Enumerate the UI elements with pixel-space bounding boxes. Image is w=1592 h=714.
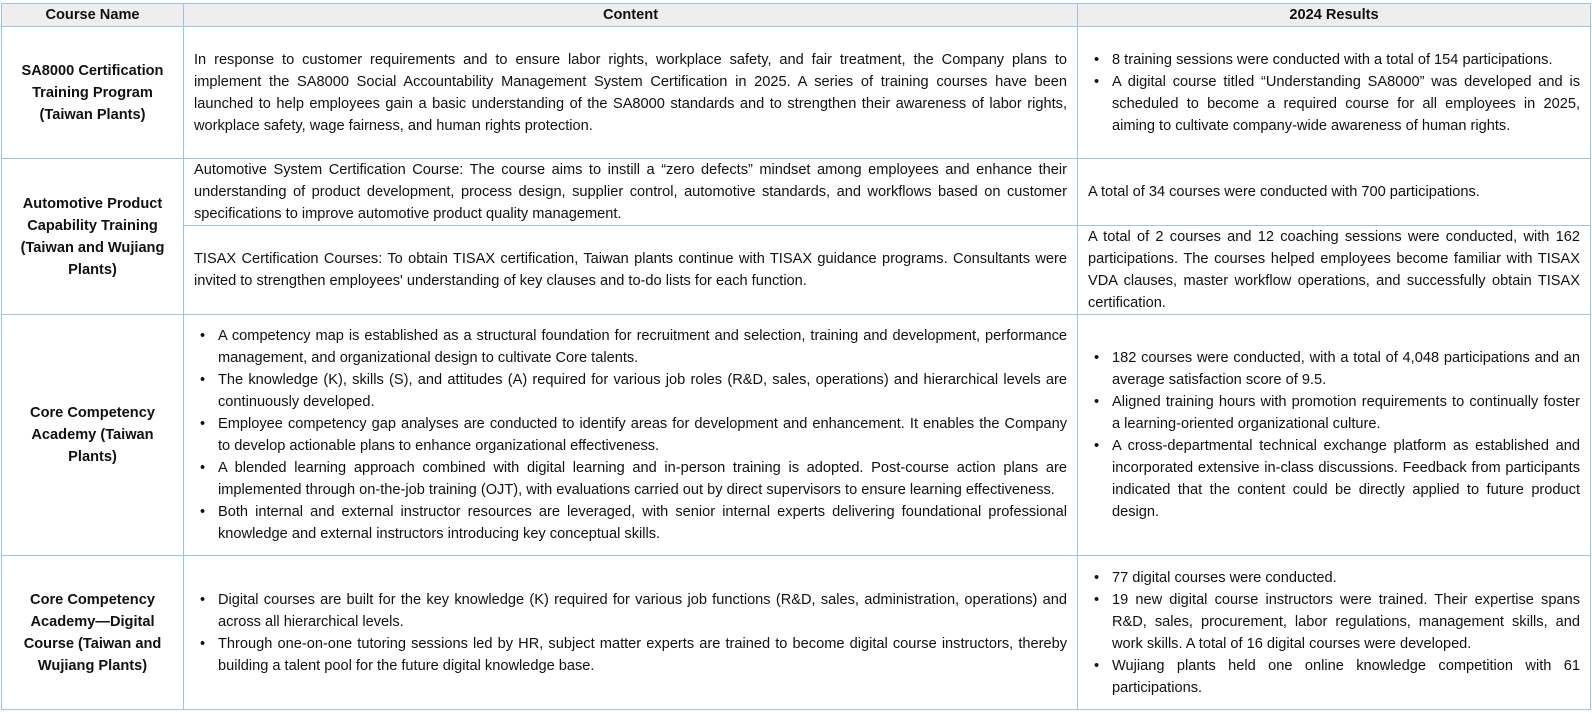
header-content: Content bbox=[184, 4, 1078, 27]
course-name-text: SA8000 Certification Training Program (Taiwan Plants) bbox=[21, 62, 164, 123]
list-item: • A digital course titled “Understanding SA8000” was developed and is scheduled to become a required course for all employees in 2025, aiming to cultivate company-wide awareness of human rights. bbox=[1094, 71, 1580, 137]
content-cell: In response to customer requirements and to ensure labor rights, workplace safety, and fair treatment, the Company plans to implement the SA8000 Social Accountability Management System Certification in 2025. A series of training courses have been launched to help employees gain a basic understanding of the SA8000 standards and to strengthen their awareness of labor rights, workplace safety, wage fairness, and human rights protection. bbox=[184, 27, 1078, 159]
content-list bbox=[200, 325, 1067, 545]
course-name-text: Core Competency Academy (Taiwan Plants) bbox=[30, 405, 155, 465]
table-row bbox=[2, 315, 1591, 556]
results-list bbox=[1094, 347, 1580, 523]
header-course-name: Course Name bbox=[2, 4, 184, 27]
header-row bbox=[2, 4, 1591, 27]
table-row bbox=[2, 556, 1591, 710]
course-name bbox=[2, 27, 184, 159]
content-cell: TISAX Certification Courses: To obtain TISAX certification, Taiwan plants continue with TISAX guidance programs. Consultants were invited to strengthen employees' understanding of key clauses and to-do lists for each function. bbox=[184, 226, 1078, 315]
table-row bbox=[2, 226, 1591, 315]
training-table bbox=[1, 3, 1591, 710]
list-item: • 8 training sessions were conducted with a total of 154 participations. bbox=[1094, 49, 1580, 71]
course-name-text: Automotive Product Capability Training (Taiwan and Wujiang Plants) bbox=[20, 195, 165, 278]
list-item: • 77 digital courses were conducted. bbox=[1094, 567, 1580, 589]
results-list bbox=[1094, 49, 1580, 137]
list-item: • The knowledge (K), skills (S), and attitudes (A) required for various job roles (R&D, sales, operations) and hierarchical levels are continuously developed. bbox=[200, 369, 1067, 413]
list-item: • Employee competency gap analyses are conducted to identify areas for development and enhancement. It enables the Company to develop actionable plans to enhance organizational effectiveness. bbox=[200, 413, 1067, 457]
content-cell bbox=[184, 556, 1078, 710]
course-name bbox=[2, 159, 184, 315]
list-item: • A competency map is established as a structural foundation for recruitment and selection, training and development, performance management, and organizational design to cultivate Core talents. bbox=[200, 325, 1067, 369]
list-item: • Through one-on-one tutoring sessions led by HR, subject matter experts are trained to become digital course instructors, thereby building a talent pool for the future digital knowledge base. bbox=[200, 633, 1067, 677]
list-item: • 19 new digital course instructors were trained. Their expertise spans R&D, sales, procurement, labor regulations, management skills, and work skills. A total of 16 digital courses were developed. bbox=[1094, 589, 1580, 655]
table-row bbox=[2, 27, 1591, 159]
course-name bbox=[2, 556, 184, 710]
results-cell bbox=[1078, 27, 1591, 159]
list-item: • Digital courses are built for the key knowledge (K) required for various job functions (R&D, sales, administration, operations) and across all hierarchical levels. bbox=[200, 589, 1067, 633]
results-cell bbox=[1078, 556, 1591, 710]
list-item: • Both internal and external instructor resources are leveraged, with senior internal experts delivering foundational professional knowledge and external instructors introducing key conceptual skills. bbox=[200, 501, 1067, 545]
content-cell bbox=[184, 315, 1078, 556]
results-list bbox=[1094, 567, 1580, 699]
content-cell: Automotive System Certification Course: The course aims to instill a “zero defects” mindset among employees and enhance their understanding of product development, process design, supplier control, automotive standards, and workflows based on customer specifications to improve automotive product quality management. bbox=[184, 159, 1078, 226]
course-name bbox=[2, 315, 184, 556]
list-item: • Wujiang plants held one online knowledge competition with 61 participations. bbox=[1094, 655, 1580, 699]
results-cell bbox=[1078, 315, 1591, 556]
list-item: • 182 courses were conducted, with a total of 4,048 participations and an average satisfaction score of 9.5. bbox=[1094, 347, 1580, 391]
table-row bbox=[2, 159, 1591, 226]
content-list bbox=[200, 589, 1067, 677]
list-item: • A blended learning approach combined with digital learning and in-person training is adopted. Post-course action plans are implemented through on-the-job training (OJT), with evaluations carried out by direct supervisors to ensure learning effectiveness. bbox=[200, 457, 1067, 501]
header-results: 2024 Results bbox=[1078, 4, 1591, 27]
results-cell: A total of 2 courses and 12 coaching sessions were conducted, with 162 participations. The courses helped employees become familiar with TISAX VDA clauses, master workflow operations, and successfully obtain TISAX certification. bbox=[1078, 226, 1591, 315]
results-cell: A total of 34 courses were conducted with 700 participations. bbox=[1078, 159, 1591, 226]
list-item: • A cross-departmental technical exchange platform as established and incorporated extensive in-class discussions. Feedback from participants indicated that the content could be directly applied to future product design. bbox=[1094, 435, 1580, 523]
course-name-text: Core Competency Academy—Digital Course (Taiwan and Wujiang Plants) bbox=[23, 591, 162, 674]
list-item: • Aligned training hours with promotion requirements to continually foster a learning-oriented organizational culture. bbox=[1094, 391, 1580, 435]
